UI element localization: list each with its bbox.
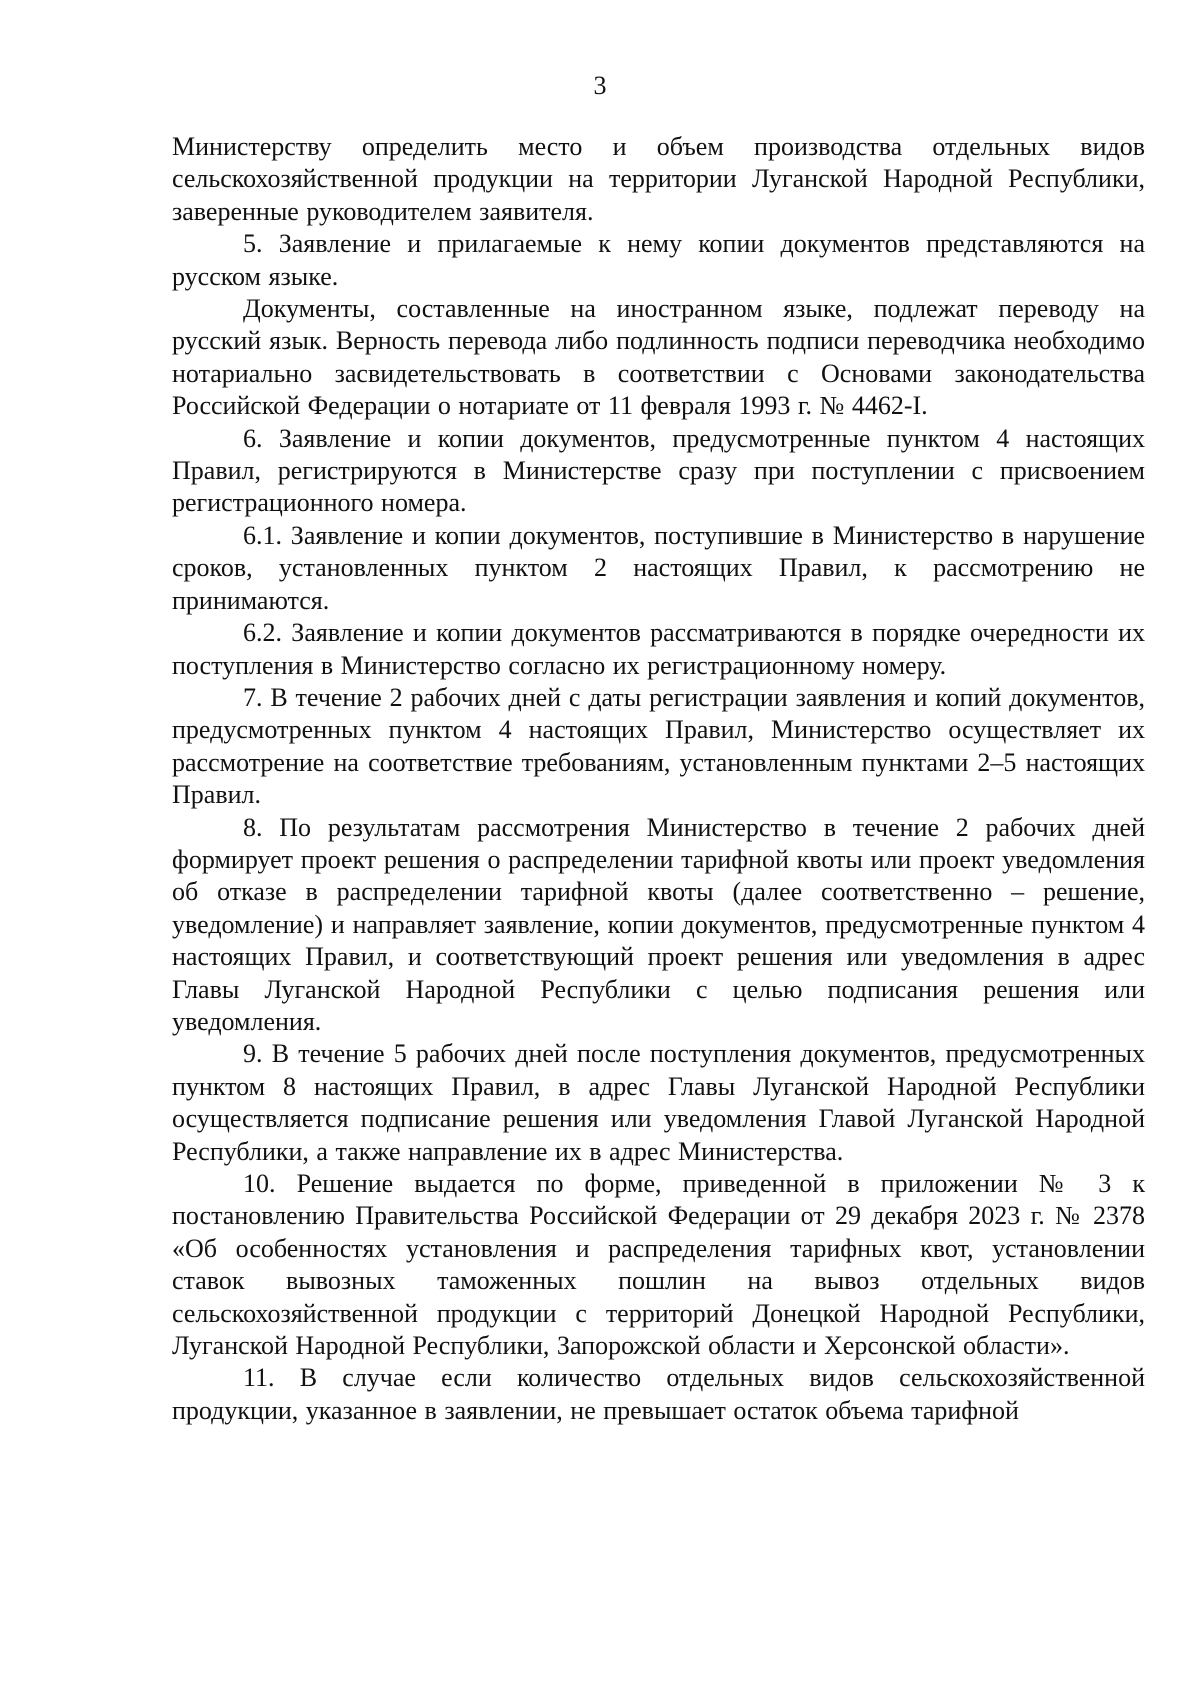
- paragraph-item-7: 7. В течение 2 рабочих дней с даты регистрации заявления и копий документов, предусмотренных пунктом 4 настоящих Правил, Министерство осуществляет их рассмотрение на соответствие требованиям, установленным пунктами 2–5 настоящих Правил.: [172, 682, 1145, 810]
- document-body: [172, 131, 1145, 1427]
- paragraph-item-8: 8. По результатам рассмотрения Министерство в течение 2 рабочих дней формирует проект решения о распределении тарифной квоты или проект уведомления об отказе в распределении тарифной квоты (далее соответственно – решение, уведомление) и направляет заявление, копии документов, предусмотренные пунктом 4 настоящих Правил, и соответствующий проект решения или уведомления в адрес Главы Луганской Народной Республики с целью подписания решения или уведомления.: [172, 812, 1145, 1036]
- page-number: 3: [593, 71, 607, 100]
- paragraph-item-9: 9. В течение 5 рабочих дней после поступления документов, предусмотренных пунктом 8 настоящих Правил, в адрес Главы Луганской Народной Республики осуществляется подписание решения или уведомления Главой Луганской Народной Республики, а также направление их в адрес Министерства.: [172, 1039, 1145, 1166]
- paragraph-foreign-documents: Документы, составленные на иностранном языке, подлежат переводу на русский язык. Верность перевода либо подлинность подписи переводчика необходимо нотариально засвидетельствовать в соответствии с Основами законодательства Российской Федерации о нотариате от 11 февраля 1993 г. № 4462-I.: [172, 294, 1145, 421]
- paragraph-item-6: 6. Заявление и копии документов, предусмотренные пунктом 4 настоящих Правил, регистрируются в Министерстве сразу при поступлении с присвоением регистрационного номера.: [172, 423, 1145, 518]
- paragraph-item-10: 10. Решение выдается по форме, приведенной в приложении № 3 к постановлению Правительства Российской Федерации от 29 декабря 2023 г. № 2378 «Об особенностях установления и распределения тарифных квот, установлении ставок вывозных таможенных пошлин на вывоз отдельных видов сельскохозяйственной продукции с территорий Донецкой Народной Республики, Луганской Народной Республики, Запорожской области и Херсонской области».: [172, 1169, 1145, 1361]
- paragraph-item-6-1: 6.1. Заявление и копии документов, поступившие в Министерство в нарушение сроков, установленных пунктом 2 настоящих Правил, к рассмотрению не принимаются.: [172, 520, 1145, 615]
- paragraph-continuation: Министерству определить место и объем производства отдельных видов сельскохозяйственной продукции на территории Луганской Народной Республики, заверенные руководителем заявителя.: [172, 132, 1145, 226]
- paragraph-item-11: 11. В случае если количество отдельных видов сельскохозяйственной продукции, указанное в заявлении, не превышает остаток объема тарифной: [172, 1363, 1145, 1425]
- paragraph-item-6-2: 6.2. Заявление и копии документов рассматриваются в порядке очередности их поступления в Министерство согласно их регистрационному номеру.: [172, 618, 1145, 680]
- paragraph-item-5: 5. Заявление и прилагаемые к нему копии документов представляются на русском языке.: [172, 229, 1145, 291]
